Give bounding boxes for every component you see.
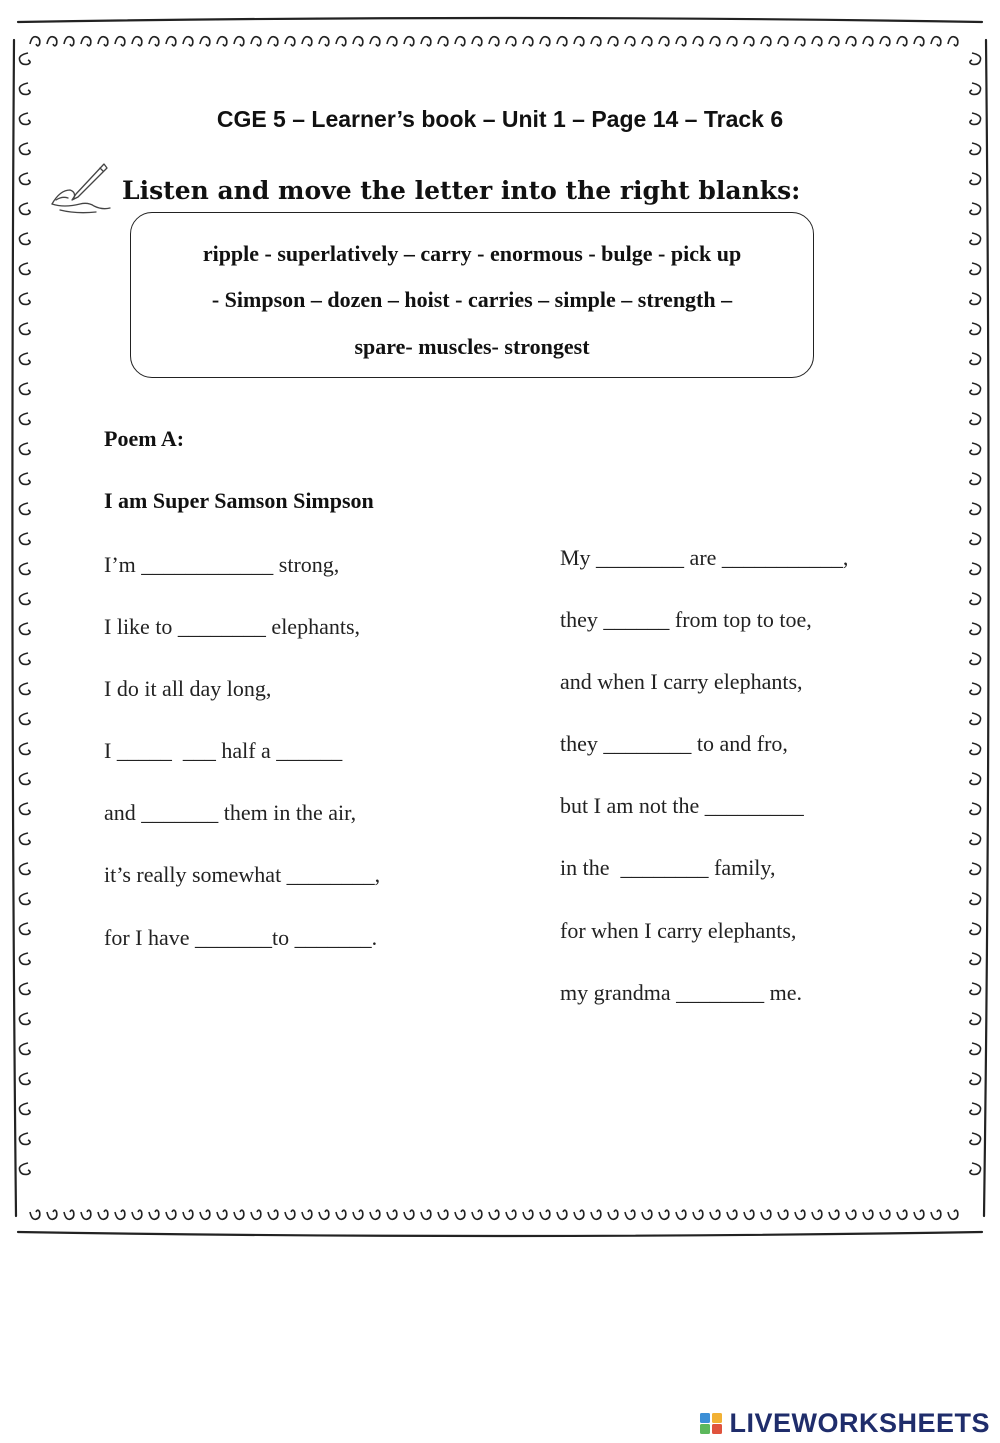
border-loop [19, 503, 30, 514]
border-loop [19, 383, 30, 394]
border-loop [931, 37, 941, 46]
border-loop [970, 653, 981, 664]
poem-title: I am Super Samson Simpson [104, 488, 374, 513]
instruction-text: Listen and move the letter into the right blanks: [122, 176, 801, 205]
border-loop [472, 37, 482, 46]
border-loop [81, 37, 91, 46]
border-loop [970, 893, 981, 904]
border-loop [846, 37, 856, 46]
border-loop [642, 1210, 652, 1219]
border-loop [19, 1043, 30, 1054]
border-loop [19, 203, 30, 214]
border-loop [19, 1103, 30, 1114]
word-bank [130, 212, 814, 378]
border-loop [19, 173, 30, 184]
word-bank-line-2: - Simpson – dozen – hoist - carries – simple – strength – [211, 287, 733, 312]
border-loop [970, 353, 981, 364]
border-loop [19, 413, 30, 424]
border-loop [625, 1210, 635, 1219]
border-loop [19, 893, 30, 904]
border-loop [970, 863, 981, 874]
border-loop [506, 37, 516, 46]
border-loop [591, 1210, 601, 1219]
liveworksheets-logo[interactable] [699, 1408, 990, 1438]
border-loop [591, 37, 601, 46]
border-loop [455, 37, 465, 46]
border-loop [642, 37, 652, 46]
border-loop [846, 1210, 856, 1219]
border-loop [19, 1073, 30, 1084]
border-loop [200, 37, 210, 46]
border-loop [149, 1210, 159, 1219]
border-loop [98, 1210, 108, 1219]
border-loop [970, 563, 981, 574]
border-loop [19, 263, 30, 274]
border-loop [19, 293, 30, 304]
border-loop [268, 37, 278, 46]
border-loop [557, 1210, 567, 1219]
border-loop [970, 1163, 981, 1174]
liveworksheets-logo-icon [699, 1410, 725, 1436]
poem-label: Poem A: [104, 426, 185, 451]
page-title: CGE 5 – Learner’s book – Unit 1 – Page 14 – Track 6 [216, 106, 784, 132]
poem-left-line-6: it’s really somewhat ________, [104, 862, 381, 887]
border-loop [574, 37, 584, 46]
border-loop [183, 1210, 193, 1219]
border-loop [319, 1210, 329, 1219]
border-loop [970, 233, 981, 244]
border-loop [970, 953, 981, 964]
border-loop [914, 1210, 924, 1219]
border-loop [608, 1210, 618, 1219]
border-loop [251, 37, 261, 46]
border-loop [302, 37, 312, 46]
poem-right-line-6: in the ________ family, [560, 855, 776, 880]
border-loop [438, 37, 448, 46]
border-loop [217, 37, 227, 46]
border-loop [574, 1210, 584, 1219]
border-loop [166, 37, 176, 46]
border-loop [115, 1210, 125, 1219]
border-loop [19, 233, 30, 244]
word-bank-line-1: ripple - superlatively – carry - enormous - bulge - pick up [202, 241, 742, 266]
border-loop [970, 1073, 981, 1084]
border-loop [404, 37, 414, 46]
border-loop [863, 1210, 873, 1219]
border-loop [970, 923, 981, 934]
border-loop [370, 37, 380, 46]
border-loop [727, 37, 737, 46]
border-loop [132, 37, 142, 46]
border-loop [19, 563, 30, 574]
border-loop [472, 1210, 482, 1219]
border-loop [795, 37, 805, 46]
border-loop [744, 37, 754, 46]
border-loop [970, 1133, 981, 1144]
border-loop [19, 1133, 30, 1144]
border-loop [931, 1210, 941, 1219]
poem-left-line-1: I’m ____________ strong, [104, 552, 340, 577]
border-loop [970, 173, 981, 184]
border-loop [47, 1210, 57, 1219]
border-loop [970, 1013, 981, 1024]
border-loop [829, 1210, 839, 1219]
border-loop [970, 383, 981, 394]
border-loop [829, 37, 839, 46]
border-loop [47, 37, 57, 46]
border-loop [19, 443, 30, 454]
border-loop [19, 323, 30, 334]
poem-left-line-7: for I have _______to _______. [104, 925, 378, 950]
border-loop [19, 593, 30, 604]
border-loop [387, 1210, 397, 1219]
border-loop [880, 37, 890, 46]
poem-left-line-4: I _____ ___ half a ______ [104, 738, 343, 763]
border-loop [64, 37, 74, 46]
poem-left-line-3: I do it all day long, [104, 676, 272, 701]
border-loop [404, 1210, 414, 1219]
border-loop [970, 1043, 981, 1054]
border-loop [970, 803, 981, 814]
poem-left-line-2: I like to ________ elephants, [104, 614, 361, 639]
border-loop [897, 1210, 907, 1219]
border-loop [625, 37, 635, 46]
border-loop [19, 653, 30, 664]
border-loop [693, 1210, 703, 1219]
border-loop [285, 37, 295, 46]
border-loop [744, 1210, 754, 1219]
border-loop [970, 293, 981, 304]
border-loop [30, 37, 40, 46]
border-loop [970, 533, 981, 544]
border-loop [557, 37, 567, 46]
border-loop [19, 83, 30, 94]
border-loop [523, 37, 533, 46]
border-loop [455, 1210, 465, 1219]
border-loop [970, 473, 981, 484]
border-loop [676, 37, 686, 46]
word-bank-line-3: spare- muscles- strongest [354, 334, 590, 359]
border-loop [970, 83, 981, 94]
border-loop [166, 1210, 176, 1219]
border-loop [336, 37, 346, 46]
border-loop [19, 863, 30, 874]
border-loop [19, 773, 30, 784]
writing-hand-icon [46, 160, 116, 216]
border-loop [897, 37, 907, 46]
border-loop [761, 1210, 771, 1219]
border-loop [19, 143, 30, 154]
border-loop [489, 1210, 499, 1219]
border-loop [948, 1210, 958, 1219]
border-loop [970, 323, 981, 334]
border-loop [370, 1210, 380, 1219]
border-loop [183, 37, 193, 46]
border-loop [19, 743, 30, 754]
border-loop [234, 37, 244, 46]
border-loop [880, 1210, 890, 1219]
border-loop [19, 623, 30, 634]
border-loop [970, 53, 981, 64]
border-loop [234, 1210, 244, 1219]
border-loop [970, 683, 981, 694]
border-loop [506, 1210, 516, 1219]
poem-right-line-8: my grandma ________ me. [560, 980, 802, 1005]
border-loop [970, 713, 981, 724]
border-loop [863, 37, 873, 46]
border-loop [115, 37, 125, 46]
poem-right-line-1: My ________ are ___________, [560, 545, 849, 570]
border-loop [353, 1210, 363, 1219]
border-loop [285, 1210, 295, 1219]
border-loop [523, 1210, 533, 1219]
border-loop [98, 37, 108, 46]
border-loop [970, 203, 981, 214]
poem-right-line-3: and when I carry elephants, [560, 669, 803, 694]
poem-left-line-5: and _______ them in the air, [104, 800, 357, 825]
poem-right-line-2: they ______ from top to toe, [560, 607, 812, 632]
border-loop [761, 37, 771, 46]
border-loop [970, 743, 981, 754]
border-loop [30, 1210, 40, 1219]
border-loop [387, 37, 397, 46]
border-loop [693, 37, 703, 46]
border-loop [19, 983, 30, 994]
border-loop [19, 533, 30, 544]
border-loop [778, 37, 788, 46]
border-loop [948, 37, 958, 46]
border-loop [914, 37, 924, 46]
border-loop [421, 1210, 431, 1219]
border-loop [970, 623, 981, 634]
border-loop [727, 1210, 737, 1219]
border-loop [970, 443, 981, 454]
border-loop [336, 1210, 346, 1219]
border-loop [795, 1210, 805, 1219]
border-loop [19, 923, 30, 934]
border-loop [19, 1163, 30, 1174]
border-loop [251, 1210, 261, 1219]
border-loop [970, 413, 981, 424]
border-loop [812, 37, 822, 46]
border-loop [353, 37, 363, 46]
border-loop [710, 37, 720, 46]
border-loop [540, 37, 550, 46]
border-loop [970, 1103, 981, 1114]
border-loop [319, 37, 329, 46]
border-loop [970, 833, 981, 844]
border-loop [19, 953, 30, 964]
border-loop [19, 473, 30, 484]
border-loop [217, 1210, 227, 1219]
border-loop [659, 1210, 669, 1219]
border-loop [970, 773, 981, 784]
border-loop [19, 353, 30, 364]
border-loop [64, 1210, 74, 1219]
border-loop [149, 37, 159, 46]
border-loop [19, 683, 30, 694]
border-loop [970, 263, 981, 274]
border-loop [302, 1210, 312, 1219]
border-loop [268, 1210, 278, 1219]
border-loop [19, 1013, 30, 1024]
border-loop [421, 37, 431, 46]
border-loop [19, 833, 30, 844]
poem-right-line-7: for when I carry elephants, [560, 918, 797, 943]
brand-name: LIVEWORKSHEETS [729, 1407, 990, 1438]
border-loop [608, 37, 618, 46]
border-loop [676, 1210, 686, 1219]
border-loop [132, 1210, 142, 1219]
border-loop [812, 1210, 822, 1219]
border-loop [970, 593, 981, 604]
border-loop [19, 803, 30, 814]
border-loop [489, 37, 499, 46]
border-loop [778, 1210, 788, 1219]
border-loop [970, 983, 981, 994]
border-loop [81, 1210, 91, 1219]
border-loop [540, 1210, 550, 1219]
border-loop [200, 1210, 210, 1219]
border-loop [659, 37, 669, 46]
border-loop [710, 1210, 720, 1219]
poem-right-line-5: but I am not the _________ [560, 793, 804, 818]
border-loop [19, 713, 30, 724]
border-loop [970, 143, 981, 154]
border-loop [970, 503, 981, 514]
border-loop [438, 1210, 448, 1219]
poem-right-line-4: they ________ to and fro, [560, 731, 788, 756]
border-loop [19, 53, 30, 64]
